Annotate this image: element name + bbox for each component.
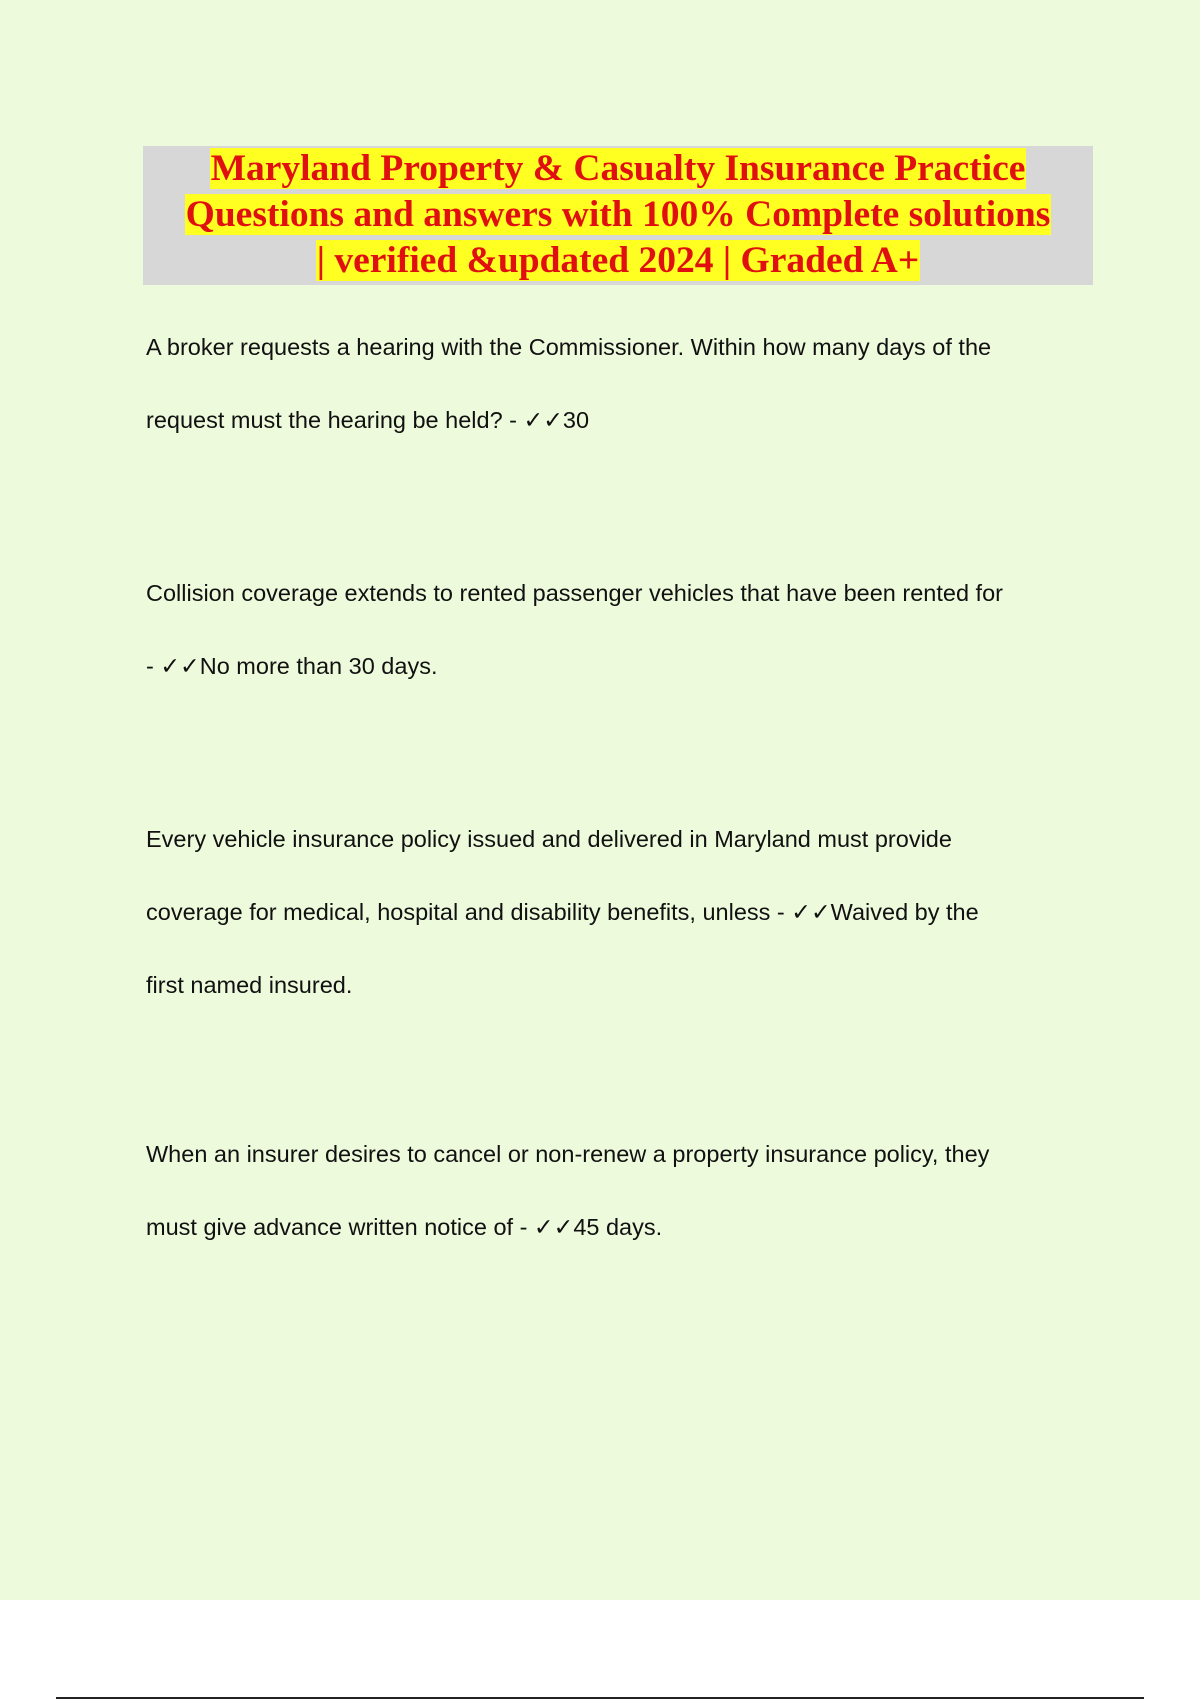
qa-item-2-line-2: - ✓✓No more than 30 days. (146, 653, 438, 679)
qa-item-4-line-2: must give advance written notice of - ✓✓45 days. (146, 1214, 663, 1240)
qa-item-3 (146, 803, 1106, 1022)
qa-item-2-line-1: Collision coverage extends to rented passenger vehicles that have been rented for (146, 580, 1003, 606)
document-title (143, 146, 1093, 285)
qa-item-3-line-2: coverage for medical, hospital and disability benefits, unless - ✓✓Waived by the (146, 899, 979, 925)
title-line-1: Maryland Property & Casualty Insurance Practice (210, 148, 1026, 189)
qa-item-1-line-1: A broker requests a hearing with the Commissioner. Within how many days of the (146, 334, 992, 360)
footer-divider (56, 1697, 1144, 1699)
qa-item-1 (146, 311, 1106, 457)
qa-item-3-line-3: first named insured. (146, 972, 353, 998)
qa-item-2 (146, 557, 1106, 703)
title-line-2: Questions and answers with 100% Complete solutions (185, 194, 1051, 235)
qa-item-4 (146, 1118, 1106, 1264)
qa-item-3-line-1: Every vehicle insurance policy issued and delivered in Maryland must provide (146, 826, 952, 852)
qa-item-4-line-1: When an insurer desires to cancel or non-renew a property insurance policy, they (146, 1141, 990, 1167)
qa-item-1-line-2: request must the hearing be held? - ✓✓30 (146, 407, 590, 433)
title-line-3: | verified &updated 2024 | Graded A+ (316, 240, 920, 281)
